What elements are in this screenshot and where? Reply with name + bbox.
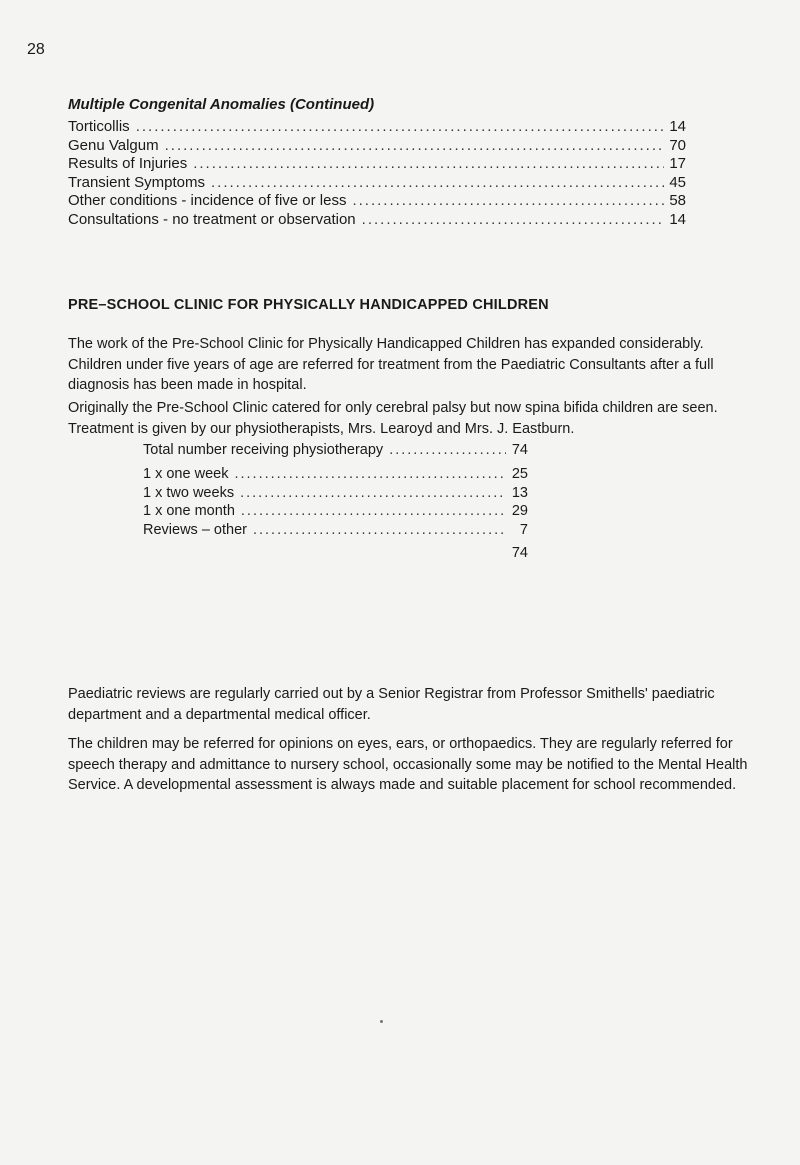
table-row [68, 137, 686, 156]
speck-mark [380, 1020, 383, 1023]
dot-leader [352, 192, 664, 209]
paragraph: The work of the Pre-School Clinic for Physically Handicapped Children has expanded considerably. Children under five years of age are referred for treatment from the Paediatric Consultants after a full diagnosis has been made in hospital. [68, 336, 714, 393]
table-row [143, 522, 528, 541]
sum-value: 74 [511, 544, 528, 561]
dot-leader [136, 118, 664, 135]
row-value: 45 [669, 173, 686, 191]
row-value: 14 [669, 210, 686, 228]
row-label: Consultations - no treatment or observation [68, 210, 356, 228]
paragraph: The children may be referred for opinions on eyes, ears, or orthopaedics. They are regularly referred for speech therapy and admittance to nursery school, occasionally some may be notified to the Mental Health Service. A developmental assessment is always made and suitable placement for school recommended. [68, 736, 748, 793]
table-row [68, 192, 686, 211]
row-label: 1 x one month [143, 503, 235, 520]
total-row [143, 442, 528, 461]
page-number: 28 [27, 41, 45, 58]
row-label: Reviews – other [143, 522, 247, 539]
row-value: 29 [511, 503, 528, 520]
row-value: 70 [669, 136, 686, 154]
physiotherapy-table [143, 442, 528, 564]
row-label: Results of Injuries [68, 155, 188, 172]
total-label: Total number receiving physiotherapy [143, 442, 384, 458]
row-label: Torticollis [68, 118, 130, 135]
dot-leader [211, 174, 664, 191]
row-value: 17 [669, 155, 686, 172]
dot-leader [253, 522, 506, 538]
section-heading: Multiple Congenital Anomalies (Continued) [68, 96, 375, 113]
row-label: Other conditions - incidence of five or less [68, 192, 347, 209]
dot-leader [165, 137, 664, 154]
dot-leader [389, 442, 506, 458]
row-label: Transient Symptoms [68, 173, 205, 191]
sum-row [143, 545, 528, 564]
clinic-heading: PRE–SCHOOL CLINIC FOR PHYSICALLY HANDICAPPED CHILDREN [68, 297, 549, 313]
table-row [143, 466, 528, 485]
table-row [143, 503, 528, 522]
row-label: 1 x two weeks [143, 484, 235, 501]
table-row [68, 118, 686, 137]
table-row [68, 211, 686, 230]
row-label: Genu Valgum [68, 136, 159, 154]
row-value: 13 [511, 484, 528, 501]
dot-leader [362, 211, 664, 228]
paragraph: Originally the Pre-School Clinic catered for only cerebral palsy but now spina bifida children are seen. Treatment is given by our physiotherapists, Mrs. Learoyd and Mrs. J. Eastburn. [68, 400, 718, 437]
row-label: 1 x one week [143, 465, 229, 482]
row-value: 7 [519, 522, 528, 539]
table-row [143, 485, 528, 504]
table-row [68, 174, 686, 193]
dot-leader [234, 466, 506, 482]
dot-leader [241, 503, 506, 519]
row-value: 25 [511, 465, 528, 482]
dot-leader [193, 155, 664, 172]
dot-leader [240, 485, 506, 501]
table-row [68, 155, 686, 174]
total-value: 74 [511, 442, 528, 458]
row-value: 14 [669, 118, 686, 135]
row-value: 58 [669, 192, 686, 209]
paragraph: Paediatric reviews are regularly carried out by a Senior Registrar from Professor Smithells' paediatric department and a departmental medical officer. [68, 686, 715, 723]
anomalies-table [68, 118, 686, 229]
